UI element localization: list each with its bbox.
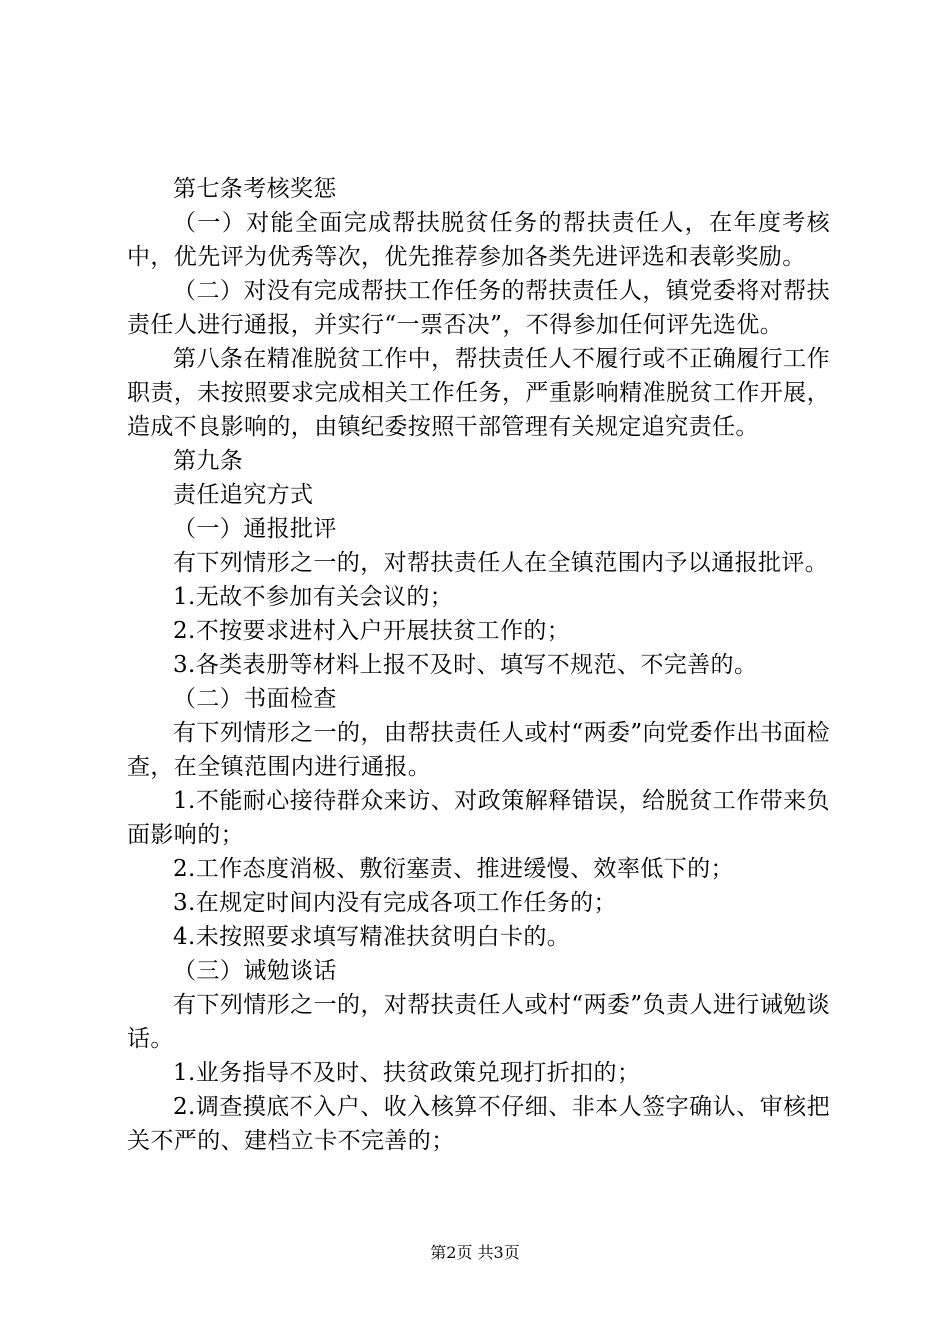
section-3-intro: 有下列情形之一的，对帮扶责任人或村“两委”负责人进行诫勉谈话。	[127, 992, 830, 1052]
section-2-heading: （二）书面检查	[173, 686, 337, 712]
section-3-item-1: 1.业务指导不及时、扶贫政策兑现打折扣的；	[173, 1060, 641, 1086]
article-7-heading: 第七条考核奖惩	[173, 176, 337, 202]
article-7-item-2: （二）对没有完成帮扶工作任务的帮扶责任人，镇党委将对帮扶责任人进行通报，并实行“一票否决”，不得参加任何评先选优。	[127, 278, 830, 338]
section-1-heading: （一）通报批评	[173, 516, 337, 542]
section-1-intro: 有下列情形之一的，对帮扶责任人在全镇范围内予以通报批评。	[173, 550, 829, 576]
accountability-methods-heading: 责任追究方式	[173, 482, 314, 508]
page-number: 第2页 共3页	[430, 1243, 520, 1262]
section-1-item-2: 2.不按要求进村入户开展扶贫工作的；	[173, 618, 571, 644]
document-body	[127, 172, 830, 1158]
section-2-intro: 有下列情形之一的，由帮扶责任人或村“两委”向党委作出书面检查，在全镇范围内进行通报。	[127, 720, 830, 780]
article-9-heading: 第九条	[173, 448, 244, 474]
section-2-item-1: 1.不能耐心接待群众来访、对政策解释错误，给脱贫工作带来负面影响的；	[127, 788, 830, 848]
section-2-item-4: 4.未按照要求填写精准扶贫明白卡的。	[173, 924, 571, 950]
article-8-paragraph: 第八条在精准脱贫工作中，帮扶责任人不履行或不正确履行工作职责，未按照要求完成相关工作任务，严重影响精准脱贫工作开展，造成不良影响的，由镇纪委按照干部管理有关规定追究责任。	[127, 346, 830, 440]
section-1-item-3: 3.各类表册等材料上报不及时、填写不规范、不完善的。	[173, 652, 758, 678]
section-3-item-2: 2.调查摸底不入户、收入核算不仔细、非本人签字确认、审核把关不严的、建档立卡不完善的；	[127, 1094, 830, 1154]
section-1-item-1: 1.无故不参加有关会议的；	[173, 584, 454, 610]
section-3-heading: （三）诫勉谈话	[173, 958, 337, 984]
section-2-item-3: 3.在规定时间内没有完成各项工作任务的；	[173, 890, 617, 916]
article-7-item-1: （一）对能全面完成帮扶脱贫任务的帮扶责任人，在年度考核中，优先评为优秀等次，优先推荐参加各类先进评选和表彰奖励。	[127, 210, 830, 270]
section-2-item-2: 2.工作态度消极、敷衍塞责、推进缓慢、效率低下的；	[173, 856, 734, 882]
